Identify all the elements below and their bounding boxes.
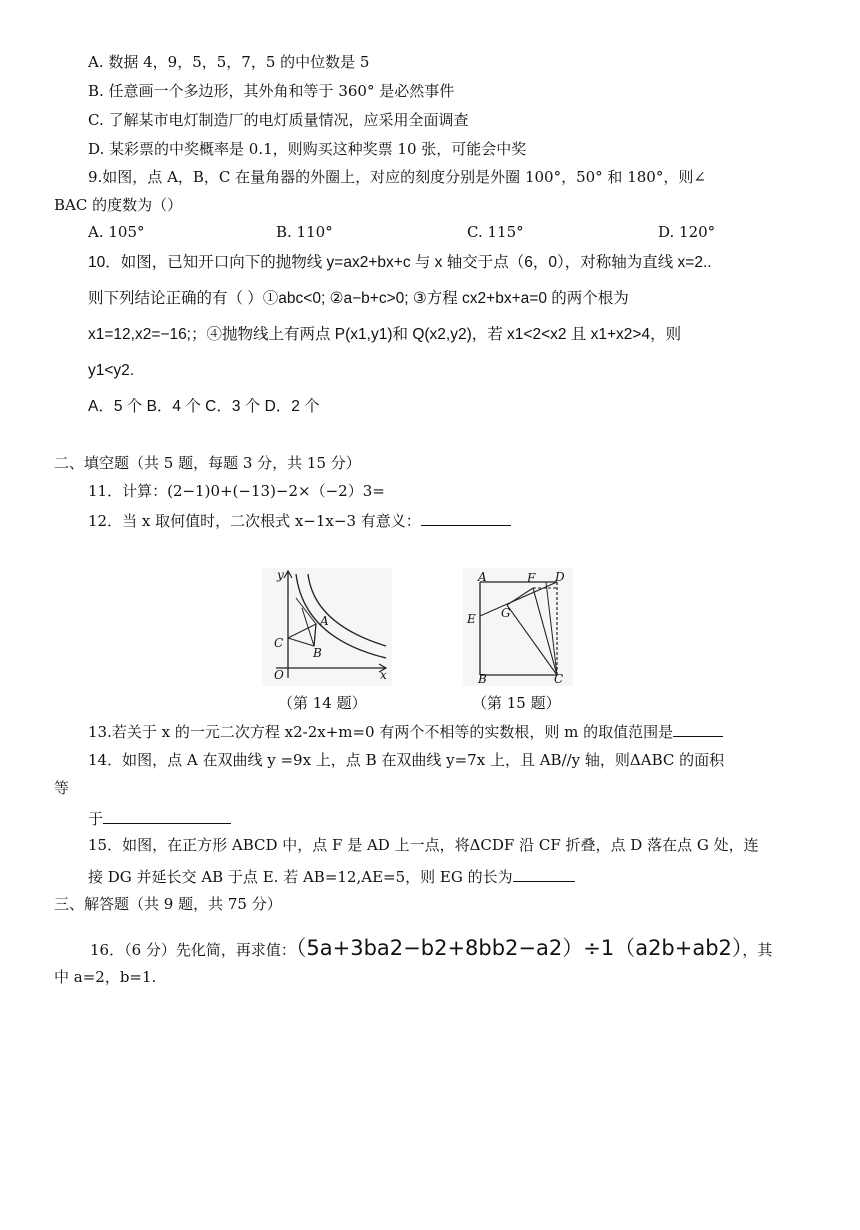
fig15-label-c: C xyxy=(554,672,564,686)
q16-stem-line2: 中 a=2，b=1. xyxy=(54,968,157,986)
q14-stem-line3 xyxy=(88,807,231,829)
q10-stem-line3: x1=12,x2=−16;；④抛物线上有两点 P(x1,y1)和 Q(x2,y2)，若 x1<2<x2 且 x1+x2>4，则 xyxy=(88,326,682,343)
q12-stem xyxy=(88,509,511,531)
fig15-label-e: E xyxy=(467,612,476,626)
fig15-label-g: G xyxy=(501,606,511,620)
q16-expression: （5a+3ba2−b2+8bb2−a2）÷1（a2b+ab2） xyxy=(295,936,743,960)
q8-option-d: D. 某彩票的中奖概率是 0.1，则购买这种奖票 10 张，可能会中奖 xyxy=(88,140,527,158)
q14-stem-line2: 等 xyxy=(54,779,70,797)
q10-stem-line4: y1<y2. xyxy=(88,362,135,379)
q8-option-b: B. 任意画一个多边形，其外角和等于 360° 是必然事件 xyxy=(88,82,455,100)
q9-stem-line1: 9.如图，点 A，B，C 在量角器的外圈上，对应的刻度分别是外圈 100°，50° 和 180°，则∠ xyxy=(88,168,706,186)
q14-stem-line1: 14．如图，点 A 在双曲线 y =9x 上，点 B 在双曲线 y=7x 上，且 AB//y 轴，则ΔABC 的面积 xyxy=(88,751,725,769)
q14-text: 于 xyxy=(88,810,104,828)
q11-stem: 11．计算：(2−1)0+(−13)−2×（−2）3= xyxy=(88,482,385,500)
fig15-label-f: F xyxy=(527,571,536,585)
q9-option-b: B. 110° xyxy=(276,223,333,241)
q16-stem-line1 xyxy=(90,935,772,963)
fig14-label-a: A xyxy=(320,614,329,628)
figure-15 xyxy=(463,568,573,686)
q10-stem-line2: 则下列结论正确的有（ ）①abc<0; ②a−b+c>0; ③方程 cx2+bx+a=0 的两个根为 xyxy=(88,290,629,307)
fig14-label-b: B xyxy=(313,646,322,660)
fig15-label-a: A xyxy=(478,570,487,584)
q9-options xyxy=(0,223,860,243)
section-2-heading: 二、填空题（共 5 题，每题 3 分，共 15 分） xyxy=(54,454,361,472)
q9-option-a: A. 105° xyxy=(88,223,145,241)
q8-option-c: C. 了解某市电灯制造厂的电灯质量情况，应采用全面调查 xyxy=(88,111,469,129)
fig15-label-b: B xyxy=(478,672,487,686)
q9-option-c: C. 115° xyxy=(467,223,524,241)
q15-text: 接 DG 并延长交 AB 于点 E. 若 AB=12,AE=5，则 EG 的长为 xyxy=(88,868,513,886)
fig14-label-c: C xyxy=(274,636,284,650)
q14-answer-blank[interactable] xyxy=(103,807,231,824)
fig14-label-x: x xyxy=(380,668,387,682)
section-3-heading: 三、解答题（共 9 题，共 75 分） xyxy=(54,895,282,913)
q15-answer-blank[interactable] xyxy=(513,865,575,882)
figure-14 xyxy=(262,568,392,686)
fig15-label-d: D xyxy=(555,570,565,584)
square-fold-diagram xyxy=(463,568,573,686)
q15-stem-line1: 15．如图，在正方形 ABCD 中，点 F 是 AD 上一点，将ΔCDF 沿 CF 折叠，点 D 落在点 G 处，连 xyxy=(88,836,759,854)
q13-answer-blank[interactable] xyxy=(673,720,723,737)
q15-stem-line2 xyxy=(88,865,575,887)
fig14-label-o: O xyxy=(274,668,284,682)
q12-text: 12．当 x 取何值时，二次根式 x−1x−3 有意义： xyxy=(88,512,421,530)
q13-text: 13.若关于 x 的一元二次方程 x2-2x+m=0 有两个不相等的实数根，则 m 的取值范围是 xyxy=(88,723,674,741)
q9-option-d: D. 120° xyxy=(658,223,716,241)
q10-options: A．5 个 B．4 个 C．3 个 D．2 个 xyxy=(88,398,320,415)
q12-answer-blank[interactable] xyxy=(421,509,511,526)
fig15-caption: （第 15 题） xyxy=(472,694,561,712)
q16-suffix: ，其 xyxy=(742,941,773,959)
fig14-label-y: y xyxy=(277,568,284,582)
q10-stem-line1: 10．如图，已知开口向下的抛物线 y=ax2+bx+c 与 x 轴交于点（6，0），对称轴为直线 x=2.. xyxy=(88,254,712,271)
q16-prefix: 16．（6 分）先化简，再求值： xyxy=(90,941,296,959)
q13-stem xyxy=(88,720,723,742)
fig14-caption: （第 14 题） xyxy=(278,694,367,712)
q8-option-a: A. 数据 4，9，5，5，7，5 的中位数是 5 xyxy=(88,53,370,71)
q9-stem-line2: BAC 的度数为（） xyxy=(54,196,183,214)
